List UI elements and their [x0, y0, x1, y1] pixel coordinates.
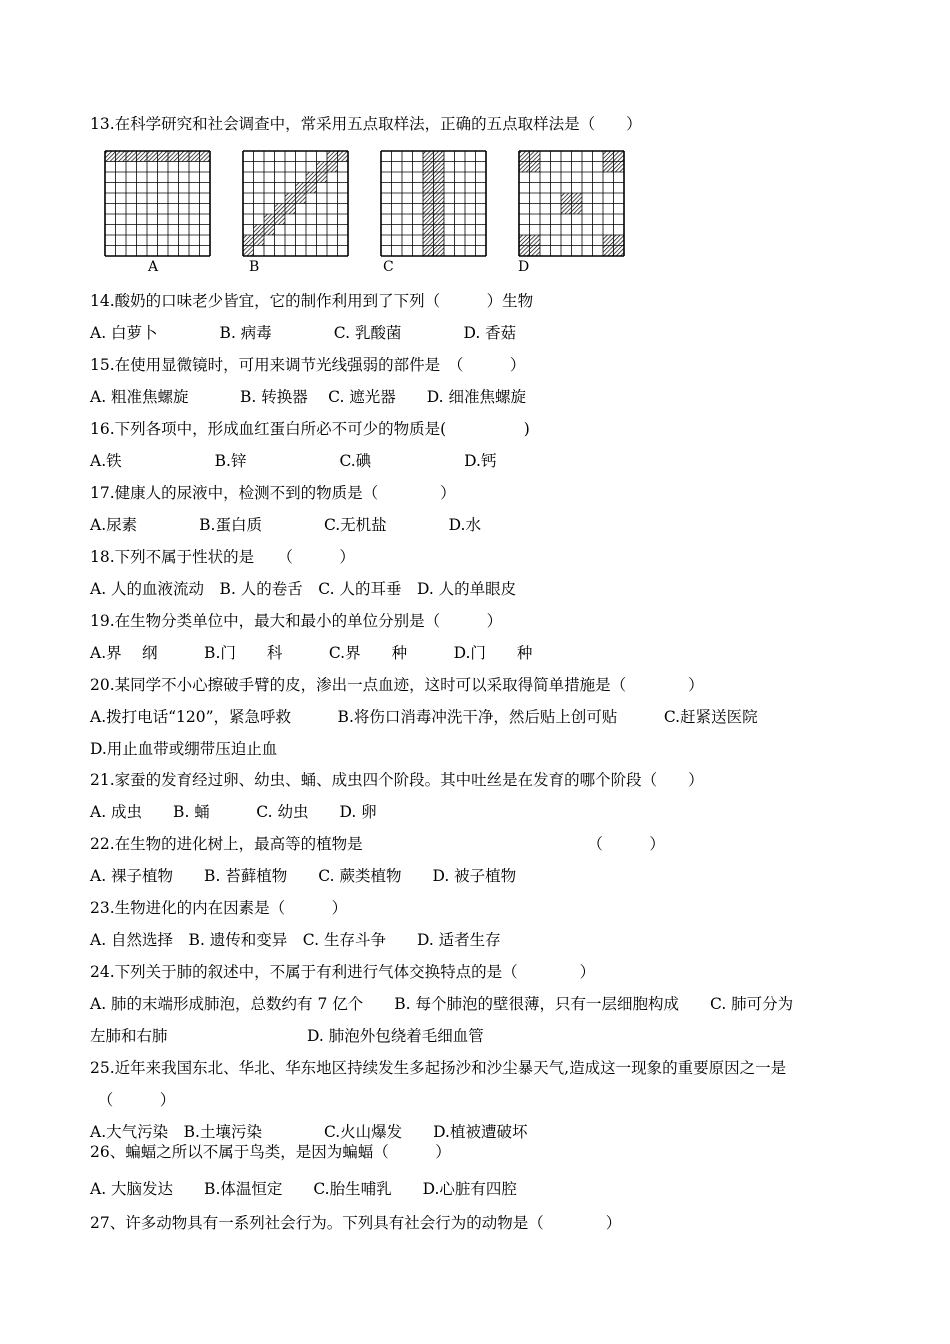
sample-cell — [434, 246, 445, 257]
sampling-grid-a — [104, 150, 211, 257]
grid-label-a: A — [148, 259, 159, 275]
sample-cell — [423, 172, 434, 183]
question-13: 13.在科学研究和社会调查中，常采用五点取样法，正确的五点取样法是（ ） — [90, 115, 642, 133]
sample-cell — [116, 151, 127, 162]
sample-cell — [306, 172, 317, 183]
sample-cell — [423, 246, 434, 257]
sample-cell — [296, 193, 307, 204]
sample-cell — [254, 225, 265, 236]
question-18: 18.下列不属于性状的是 （ ） — [90, 548, 355, 566]
question-25-blank: （ ） — [90, 1091, 176, 1109]
sample-cell — [519, 151, 530, 162]
question-17: 17.健康人的尿液中，检测不到的物质是（ ） — [90, 484, 456, 502]
options-22: A. 裸子植物 B. 苔藓植物 C. 蕨类植物 D. 被子植物 — [90, 867, 517, 885]
sample-cell — [434, 204, 445, 215]
grid-label-c: C — [383, 259, 394, 275]
question-22: 22.在生物的进化树上，最高等的植物是 （ ） — [90, 835, 665, 853]
sample-cell — [561, 193, 572, 204]
options-24: A. 肺的末端形成肺泡，总数约有 7 亿个 B. 每个肺泡的壁很薄，只有一层细胞构成 C. 肺可分为 — [90, 995, 794, 1013]
options-15: A. 粗准焦螺旋 B. 转换器 C. 遮光器 D. 细准焦螺旋 — [90, 388, 527, 406]
sample-cell — [434, 183, 445, 194]
question-26: 26、蝙蝠之所以不属于鸟类，是因为蝙蝠（ ） — [90, 1143, 451, 1161]
options-18: A. 人的血液流动 B. 人的卷舌 C. 人的耳垂 D. 人的单眼皮 — [90, 580, 517, 598]
question-20: 20.某同学不小心擦破手臂的皮，渗出一点血迹，这时可以采取得简单措施是（ ） — [90, 676, 704, 694]
sampling-grid-b — [242, 150, 349, 257]
sample-cell — [275, 214, 286, 225]
options-23: A. 自然选择 B. 遗传和变异 C. 生存斗争 D. 适者生存 — [90, 931, 501, 949]
sample-cell — [243, 235, 254, 246]
sample-cell — [317, 162, 328, 173]
sample-cell — [603, 235, 614, 246]
sample-cell — [317, 172, 328, 183]
question-14: 14.酸奶的口味老少皆宜，它的制作利用到了下列（ ）生物 — [90, 292, 534, 310]
sample-cell — [530, 246, 541, 257]
grid-label-d: D — [518, 259, 530, 275]
sample-cell — [243, 246, 254, 257]
sample-cell — [200, 151, 211, 162]
options-26: A. 大脑发达 B.体温恒定 C.胎生哺乳 D.心脏有四腔 — [90, 1180, 517, 1198]
options-24-cont: 左肺和右肺 D. 肺泡外包绕着毛细血管 — [90, 1027, 484, 1045]
sample-cell — [423, 225, 434, 236]
sample-cell — [423, 204, 434, 215]
sampling-grid-c — [380, 150, 487, 257]
question-25: 25.近年来我国东北、华北、华东地区持续发生多起扬沙和沙尘暴天气,造成这一现象的重要原因之一是 — [90, 1059, 787, 1077]
sample-cell — [572, 193, 583, 204]
sample-cell — [189, 151, 200, 162]
sample-cell — [561, 204, 572, 215]
sample-cell — [275, 204, 286, 215]
options-17: A.尿素 B.蛋白质 C.无机盐 D.水 — [90, 516, 481, 534]
sample-cell — [614, 162, 625, 173]
question-27: 27、许多动物具有一系列社会行为。下列具有社会行为的动物是（ ） — [90, 1214, 622, 1232]
sample-cell — [338, 151, 349, 162]
sample-cell — [519, 246, 530, 257]
sample-cell — [530, 235, 541, 246]
sample-cell — [434, 193, 445, 204]
sample-cell — [603, 151, 614, 162]
question-24: 24.下列关于肺的叙述中，不属于有利进行气体交换特点的是（ ） — [90, 963, 596, 981]
sample-cell — [306, 183, 317, 194]
sample-cell — [434, 172, 445, 183]
sample-cell — [105, 151, 116, 162]
options-14: A. 白萝卜 B. 病毒 C. 乳酸菌 D. 香菇 — [90, 324, 517, 342]
sample-cell — [614, 235, 625, 246]
sample-cell — [423, 183, 434, 194]
sample-cell — [126, 151, 137, 162]
question-21: 21.家蚕的发育经过卵、幼虫、蛹、成虫四个阶段。其中吐丝是在发育的哪个阶段（ ） — [90, 771, 704, 789]
options-25: A.大气污染 B.土壤污染 C.火山爆发 D.植被遭破坏 — [90, 1123, 528, 1141]
sample-cell — [327, 162, 338, 173]
sample-cell — [423, 193, 434, 204]
sample-cell — [423, 235, 434, 246]
sample-cell — [423, 162, 434, 173]
sample-cell — [434, 214, 445, 225]
question-19: 19.在生物分类单位中，最大和最小的单位分别是（ ） — [90, 612, 503, 630]
sample-cell — [572, 204, 583, 215]
question-16: 16.下列各项中，形成血红蛋白所必不可少的物质是( ) — [90, 420, 530, 438]
sample-cell — [423, 151, 434, 162]
sample-cell — [434, 225, 445, 236]
question-15: 15.在使用显微镜时，可用来调节光线强弱的部件是 （ ） — [90, 356, 526, 374]
sampling-grid-d — [518, 150, 625, 257]
sample-cell — [519, 235, 530, 246]
sample-cell — [434, 151, 445, 162]
sample-cell — [327, 151, 338, 162]
options-16: A.铁 B.锌 C.碘 D.钙 — [90, 452, 497, 470]
sample-cell — [434, 235, 445, 246]
sample-cell — [530, 151, 541, 162]
sample-cell — [603, 162, 614, 173]
sample-cell — [285, 193, 296, 204]
sample-cell — [147, 151, 158, 162]
options-20: A.拨打电话“120”，紧急呼救 B.将伤口消毒冲洗干净，然后贴上创可贴 C.赶紧送医院 — [90, 708, 758, 726]
sample-cell — [603, 246, 614, 257]
grid-label-b: B — [249, 259, 260, 275]
sample-cell — [614, 246, 625, 257]
sample-cell — [168, 151, 179, 162]
options-20-cont: D.用止血带或绷带压迫止血 — [90, 740, 278, 758]
sample-cell — [296, 183, 307, 194]
sample-cell — [423, 214, 434, 225]
options-19: A.界 纲 B.门 科 C.界 种 D.门 种 — [90, 644, 533, 662]
sample-cell — [254, 235, 265, 246]
sample-cell — [137, 151, 148, 162]
sample-cell — [434, 162, 445, 173]
sample-cell — [264, 214, 275, 225]
sample-cell — [179, 151, 190, 162]
sample-cell — [530, 162, 541, 173]
sample-cell — [264, 225, 275, 236]
options-21: A. 成虫 B. 蛹 C. 幼虫 D. 卵 — [90, 803, 377, 821]
question-23: 23.生物进化的内在因素是（ ） — [90, 899, 348, 917]
sample-cell — [158, 151, 169, 162]
sample-cell — [614, 151, 625, 162]
sample-cell — [519, 162, 530, 173]
sample-cell — [285, 204, 296, 215]
